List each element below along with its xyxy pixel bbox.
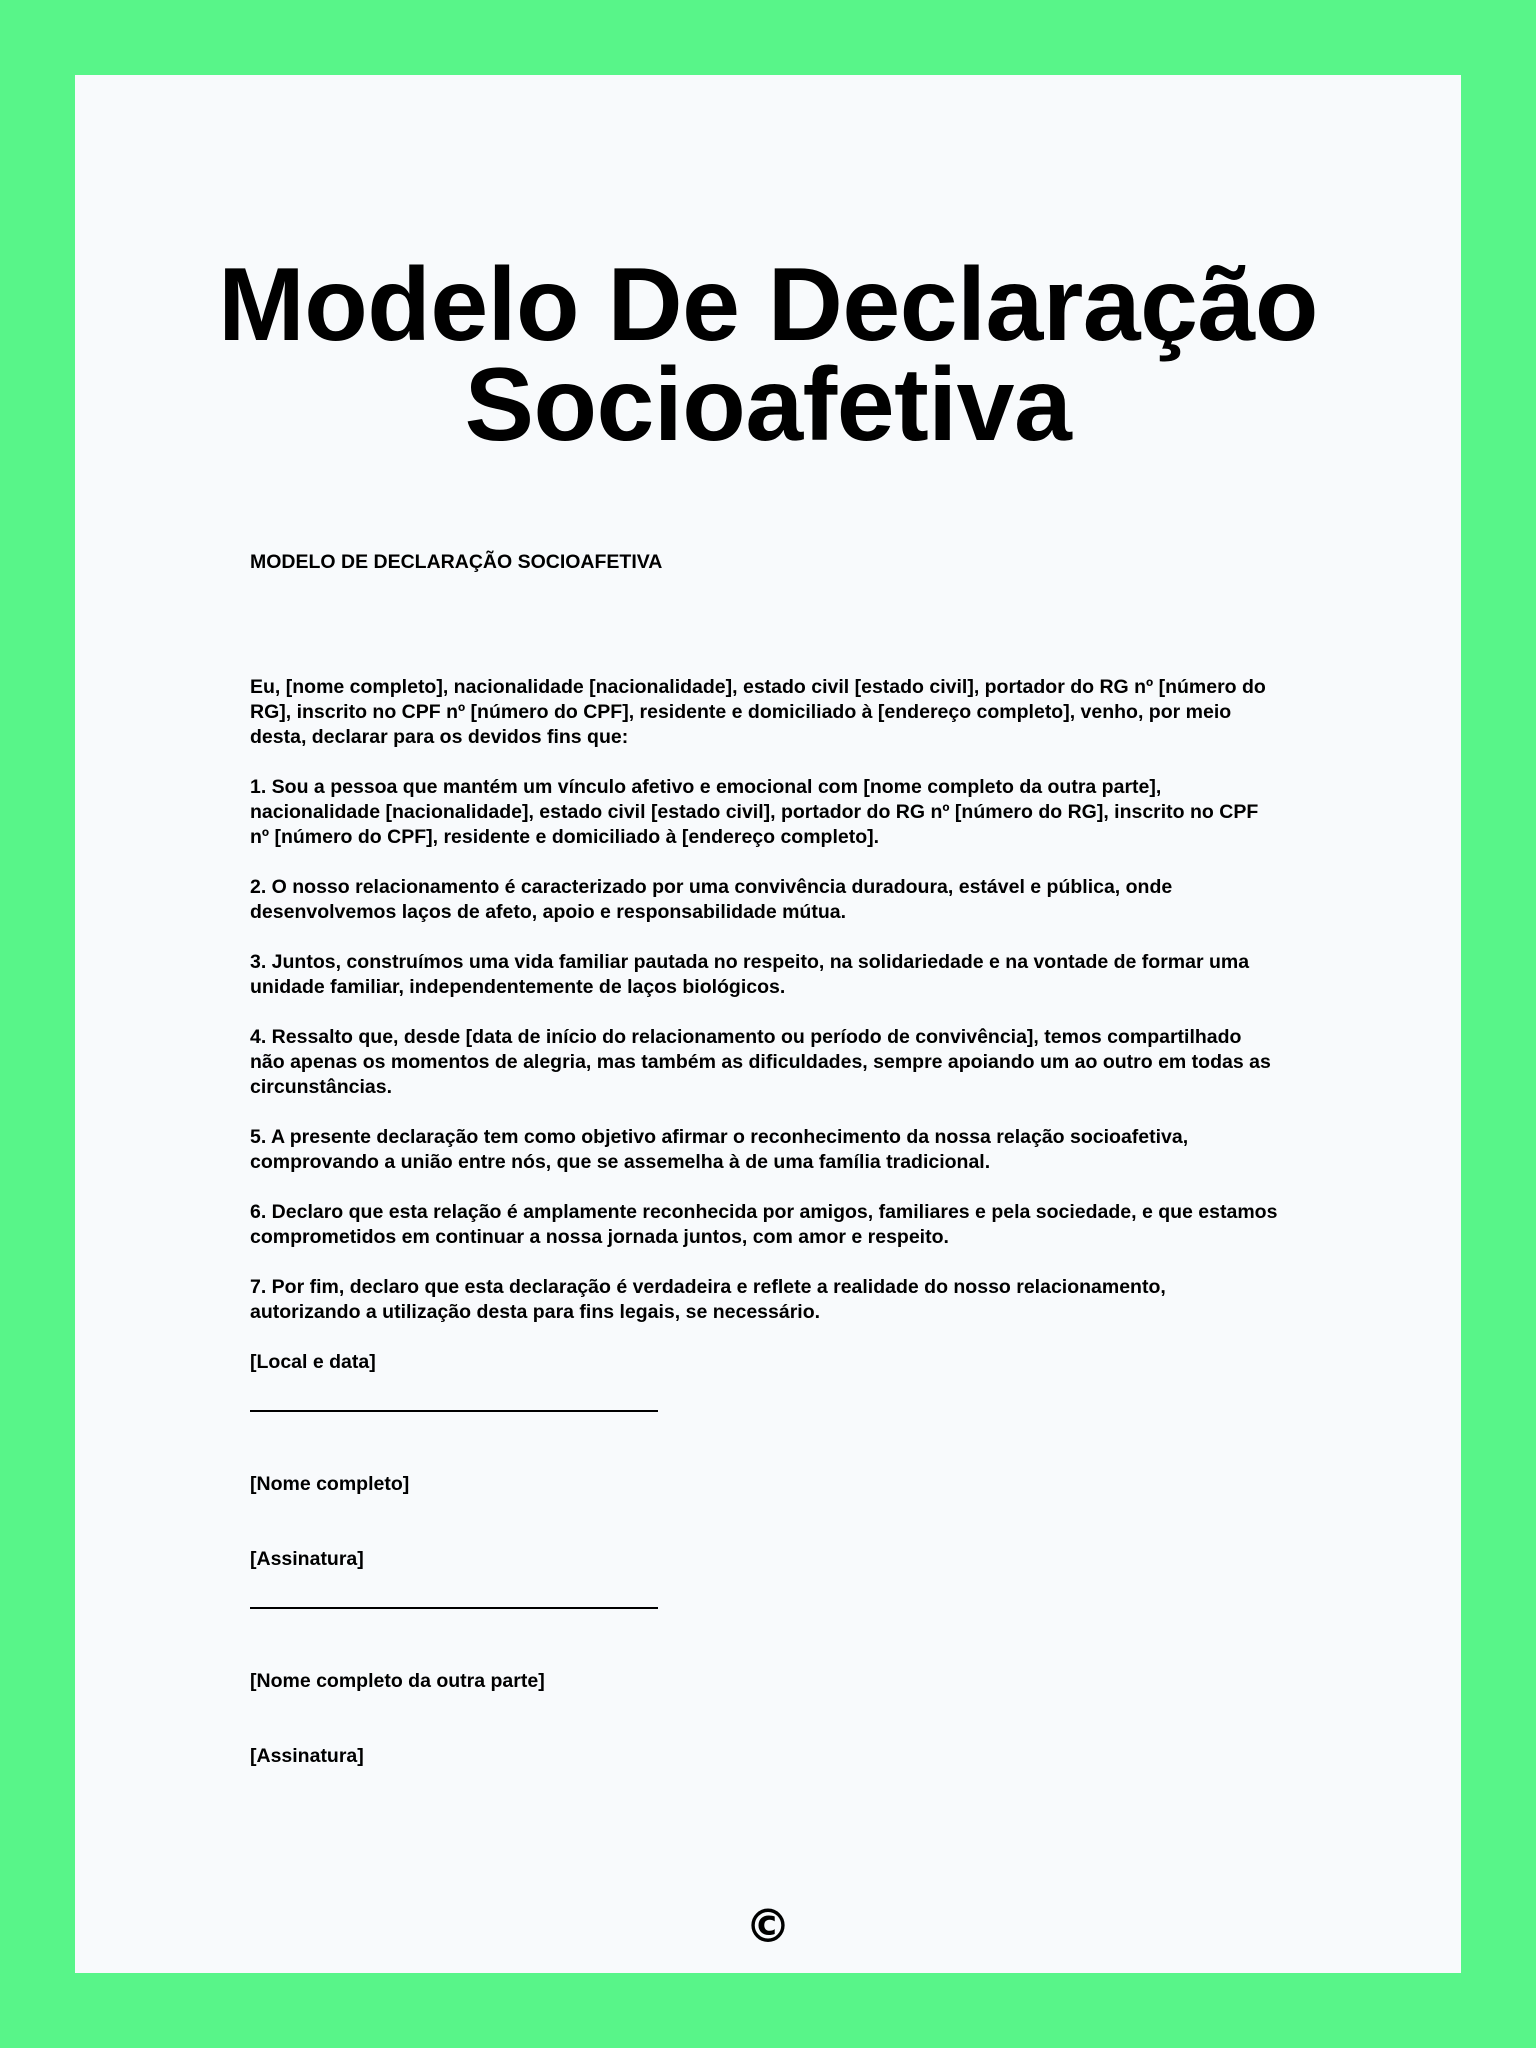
clause-4: 4. Ressalto que, desde [data de início do relacionamento ou período de convivência], temos compartilhado não apenas os momentos de alegria, mas também as dificuldades, sempre apoiando um ao outro em todas as circunstâncias. <box>250 1026 1271 1098</box>
clause-2: 2. O nosso relacionamento é caracterizado por uma convivência duradoura, estável e pública, onde desenvolvemos laços de afeto, apoio e responsabilidade mútua. <box>250 876 1173 923</box>
signatory-1-name: [Nome completo] <box>250 1473 410 1495</box>
intro-paragraph: Eu, [nome completo], nacionalidade [nacionalidade], estado civil [estado civil], portador do RG nº [número do RG], inscrito no CPF nº [número do CPF], residente e domiciliado à [endereço completo], venho, por meio desta, declarar para os devidos fins que: <box>250 676 1266 748</box>
clause-6: 6. Declaro que esta relação é amplamente reconhecida por amigos, familiares e pela sociedade, e que estamos comprometidos em continuar a nossa jornada juntos, com amor e respeito. <box>250 1201 1278 1248</box>
document-heading: MODELO DE DECLARAÇÃO SOCIOAFETIVA <box>250 551 663 573</box>
document-body <box>250 550 1280 1769</box>
local-date-placeholder: [Local e data] <box>250 1351 376 1373</box>
clause-7: 7. Por fim, declaro que esta declaração é verdadeira e reflete a realidade do nosso relacionamento, autorizando a utilização desta para fins legais, se necessário. <box>250 1276 1166 1323</box>
page-title: Modelo De Declaração Socioafetiva <box>218 247 1318 463</box>
signatory-1-signature: [Assinatura] <box>250 1548 364 1570</box>
document-page <box>75 75 1461 1973</box>
signatory-2-name: [Nome completo da outra parte] <box>250 1670 545 1692</box>
signature-line-2 <box>250 1607 658 1609</box>
clause-3: 3. Juntos, construímos uma vida familiar pautada no respeito, na solidariedade e na vontade de formar uma unidade familiar, independentemente de laços biológicos. <box>250 951 1250 998</box>
clause-1: 1. Sou a pessoa que mantém um vínculo afetivo e emocional com [nome completo da outra parte], nacionalidade [nacionalidade], estado civil [estado civil], portador do RG nº [número do RG], inscrito no CPF nº [número do CPF], residente e domiciliado à [endereço completo]. <box>250 776 1259 848</box>
copyright-icon: © <box>745 1899 791 1953</box>
signature-line-1 <box>250 1410 658 1412</box>
signatory-2-signature: [Assinatura] <box>250 1745 364 1767</box>
clause-5: 5. A presente declaração tem como objetivo afirmar o reconhecimento da nossa relação socioafetiva, comprovando a união entre nós, que se assemelha à de uma família tradicional. <box>250 1126 1189 1173</box>
